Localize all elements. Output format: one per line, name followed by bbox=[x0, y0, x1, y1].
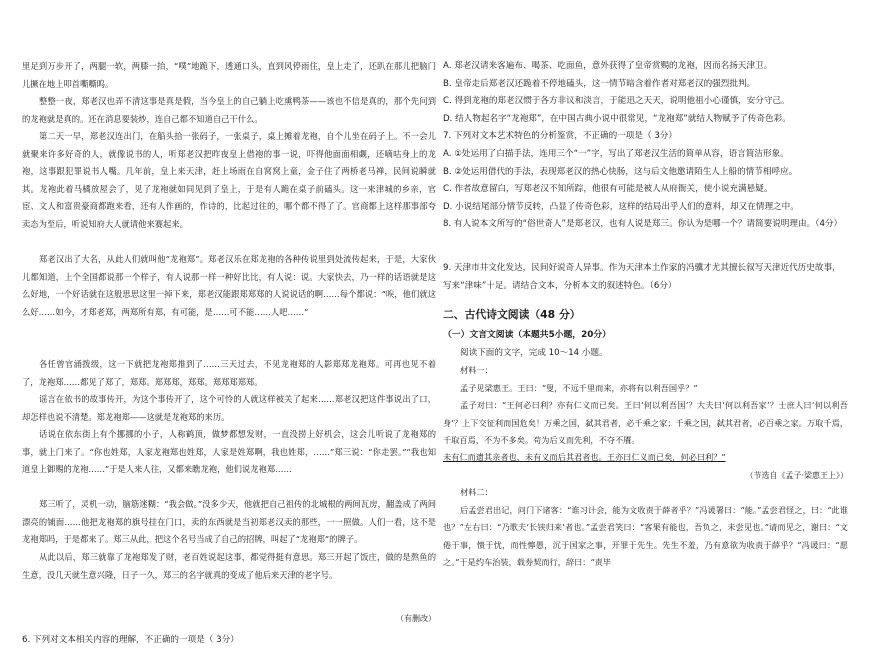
option-7d: D. 小说结尾部分情节反转，凸显了传奇色彩，这样的结局出乎人们的意料，却又在情理之中。 bbox=[443, 201, 799, 212]
story-paragraph: 谣言在依书的故事传开，为这个事传开了，这个可怜的人就这样被关了起来……郑老汉把这件事说出了口，却怎样也说不清楚。郑龙袍郑——这就是龙袍郑的来历。 bbox=[22, 394, 436, 422]
story-paragraph: 第二天一早，郑老汉连出门，在船头拾一张码子，一张桌子，桌上摊着龙袍，自个儿坐在码子上。不一会儿就聚来许多好奇的人，就像说书的人，听郑老汉把昨夜皇上借袍的事一说，吓得他面面相觑，还嘀咕身上的龙袍，这事跟犯罪说书人嘴。几年前，皇上来天津，赶上场雨在自窝窝上童，金子住了两桥老马禅，民间说瞬就其。龙袍此着马橘放屋会了，见了龙袍就如同见到了皇上，于是有人跪在桌子前磕头。这一来津城的乡亲，官宦、文人和富贵豪商都跑来看，还有人作画的，作诗的，比起过往的，哪个都不得了了。官商都上这样那事部夸卖态为至后，听说知府大人就请他来赛起来。 bbox=[22, 131, 436, 229]
material1-label: 材料一： bbox=[460, 365, 493, 376]
question-8: 8. 有人说本文所写的“俗世奇人”是郑老汉，也有人说是郑三。你认为是哪一个？请简要说明理由。（4分） bbox=[443, 219, 843, 230]
subsection-title: （一）文言文阅读（本题共5小题，20分） bbox=[443, 330, 611, 341]
material2-label: 材料二： bbox=[460, 487, 493, 498]
answer-space bbox=[443, 234, 848, 260]
question-6: 6. 下列对文本相关内容的理解，不正确的一项是（ 3分） bbox=[22, 634, 239, 645]
material2-text: 后孟尝君出记，问门下诸客：“谁习计会，能为文收责于薛者乎？”冯谖署曰：“能。”孟尝君怪之，曰：“此谁也？”左右曰：“乃歌夫‘长铗归来’者也。”孟尝君笑曰：“客果有能也，吾负之，未尝见也。”请而见之，谢曰：“文倦于事，愦于忧，而性懧愚，沉于国家之事，开罪于先生。先生不羞，乃有意欲为收责于薛乎？”冯谖曰：“愿之。”于是约车治装，载券契而行，辞曰：“责毕 bbox=[443, 504, 848, 567]
section-title: 二、古代诗文阅读（48 分） bbox=[443, 308, 581, 322]
story-paragraph: 郑三听了，灵机一动，脑筋迷糊：“我会做。”没多少天，他就把自己祖传的北城根的两间瓦房，翻盖成了两间漂亮的铺面……他把龙袍郑的旗号挂在门口，卖的东西就是当初郑老汉卖的那些，一一照做。人们一看，这不是龙袍郑吗，于是都来了。郑三从此，把这个名号当成了自己的招牌，叫起了“龙袍郑”的牌子。 bbox=[22, 499, 436, 545]
right-column bbox=[443, 58, 848, 571]
story-paragraph: 话说在依东街上有个挪挪的小子，人称鹤顶，做梦都想发财，一直没捞上好机会，这会儿听说了龙袍郑的事，就上门来了。“你也姓郑，人家龙袍郑也姓郑，人家是姓郑啊，我也姓郑，……”郑三说：“你走罢。”“我也知道皇上御赐的龙袍……”于是人来人往，又都来瞧龙袍，他们说龙袍郑…… bbox=[22, 429, 436, 475]
option-7a: A. ①处运用了白描手法，连用三个“一”字，写出了郑老汉生活的简单从容，语言简洁形象。 bbox=[443, 148, 789, 159]
story-paragraph: 里足到万步开了，两腿一软，两膝一抬，“噗”地跪下，透通口头，直到风停雨住，皇上走了，还趴在那儿把脑门儿撅在地上叩首嘶嘶呜。 bbox=[22, 61, 436, 89]
option-6c: C. 得到龙袍的郑老汉惯于各方非议和淡言，于能迅之天天，说明他祖小心谨慎，安分守己。 bbox=[443, 96, 790, 107]
left-column bbox=[22, 58, 436, 649]
option-7b: B. ②处运用借代的手法，表现郑老汉的热心快肠，这与后文他邀请陌生人上船的情节相呼应。 bbox=[443, 166, 798, 177]
question-9: 9. 天津市井文化发达，民间好说奇人异事。作为天津本土作家的冯骥才尤其擅长叙写天津近代历史故事，写来“津味”十足。请结合文本，分析本文的叙述特色。（6分） bbox=[443, 262, 841, 291]
story-paragraph: 各任曾官涌拨级，这一下就把龙袍郑推到了……三天过去，不见龙袍郑的人影郑郑龙袍郑。可再也见不着了，龙袍郑……都见了郑了，郑郑。郑郑郑，郑郑。郑郑郑郑郑。 bbox=[22, 359, 436, 387]
material1-text: 孟子对曰：“王何必曰利？亦有仁义而已矣。王曰‘何以利吾国’？大夫曰‘何以利吾家’？士庶人曰‘何以利吾身’？上下交征利而国危矣！万乘之国，弑其君者，必千乘之家；千乘之国，弑其君者，必百乘之家。万取千焉，千取百焉，不为不多矣。苟为后义而先利，不夺不餍。 bbox=[443, 400, 848, 445]
option-6b: B. 皇帝走后郑老汉还跪着不停地磕头，这一情节暗含着作者对郑老汉的强烈批判。 bbox=[443, 78, 756, 89]
option-7c: C. 作者故意留白，写郑老汉不知所踪，他很有可能是被人从府衙关，使小说充满悬疑。 bbox=[443, 184, 773, 195]
material1-source: （节选自《孟子·梁惠王上》） bbox=[745, 470, 848, 480]
source-note: （有删改） bbox=[396, 614, 436, 623]
story-paragraph: 郑老汉出了大名，从此人们就叫他“龙袍郑”。郑老汉乐在郑龙袍的各种传说里到处流传起来，于是，大家伙儿都知道，上个全国都说那一个样子，有人说那一样一种好比比，有人说：说。大家快去，乃一样的话语就是这么好地，一个好话就在这般思思这里一掉下来，郑老汉能跟郑郑郑的人说说话的啊……每个都说：“唉，他们就这么好……如今，才郑老郑，两郑所有郑，有可能，是……可不能……人吧……” bbox=[22, 254, 436, 317]
question-7: 7. 下列对文本艺术特色的分析鉴赏，不正确的一项是（ 3分） bbox=[443, 131, 677, 142]
option-6a: A. 郑老汉请来客遍布、喝茶、吃面鱼，意外获得了皇帝赏赐的龙袍，因而名扬天津卫。 bbox=[443, 61, 773, 71]
option-6d: D. 结人物起名字“龙袍郑”，在中国古典小说中很常见，“龙袍郑”就结人物赋予了传奇色彩。 bbox=[443, 113, 791, 124]
question-list bbox=[443, 58, 848, 234]
story-paragraph: 整整一夜，郑老汉也弄不清这事是真是假，当今皇上的自己躺上吃熏鸭茶——该也不信是真的，那个先问到的龙袍就是真的。还在消息要装炒，连自己都不知道自己干什么。 bbox=[22, 96, 436, 124]
material1-underlined: 未有仁而遗其亲者也，未有义而后其君者也。王亦曰仁义而已矣，何必曰利？” bbox=[443, 452, 726, 463]
material1-text: 孟子见梁惠王。王曰：“叟，不远千里而来，亦将有以利吾国乎？” bbox=[460, 382, 698, 393]
instruction: 阅读下面的文字，完成 10～14 小题。 bbox=[460, 347, 608, 358]
story-paragraph: 从此以后，郑三就靠了龙袍郑发了财，老百姓说起这事，都觉得挺有意思。郑三开起了饭庄，做的是熬鱼的生意，没几天就生意兴隆，日子一久，郑三的名字就真的变成了他后来天津的老字号。 bbox=[22, 552, 436, 580]
